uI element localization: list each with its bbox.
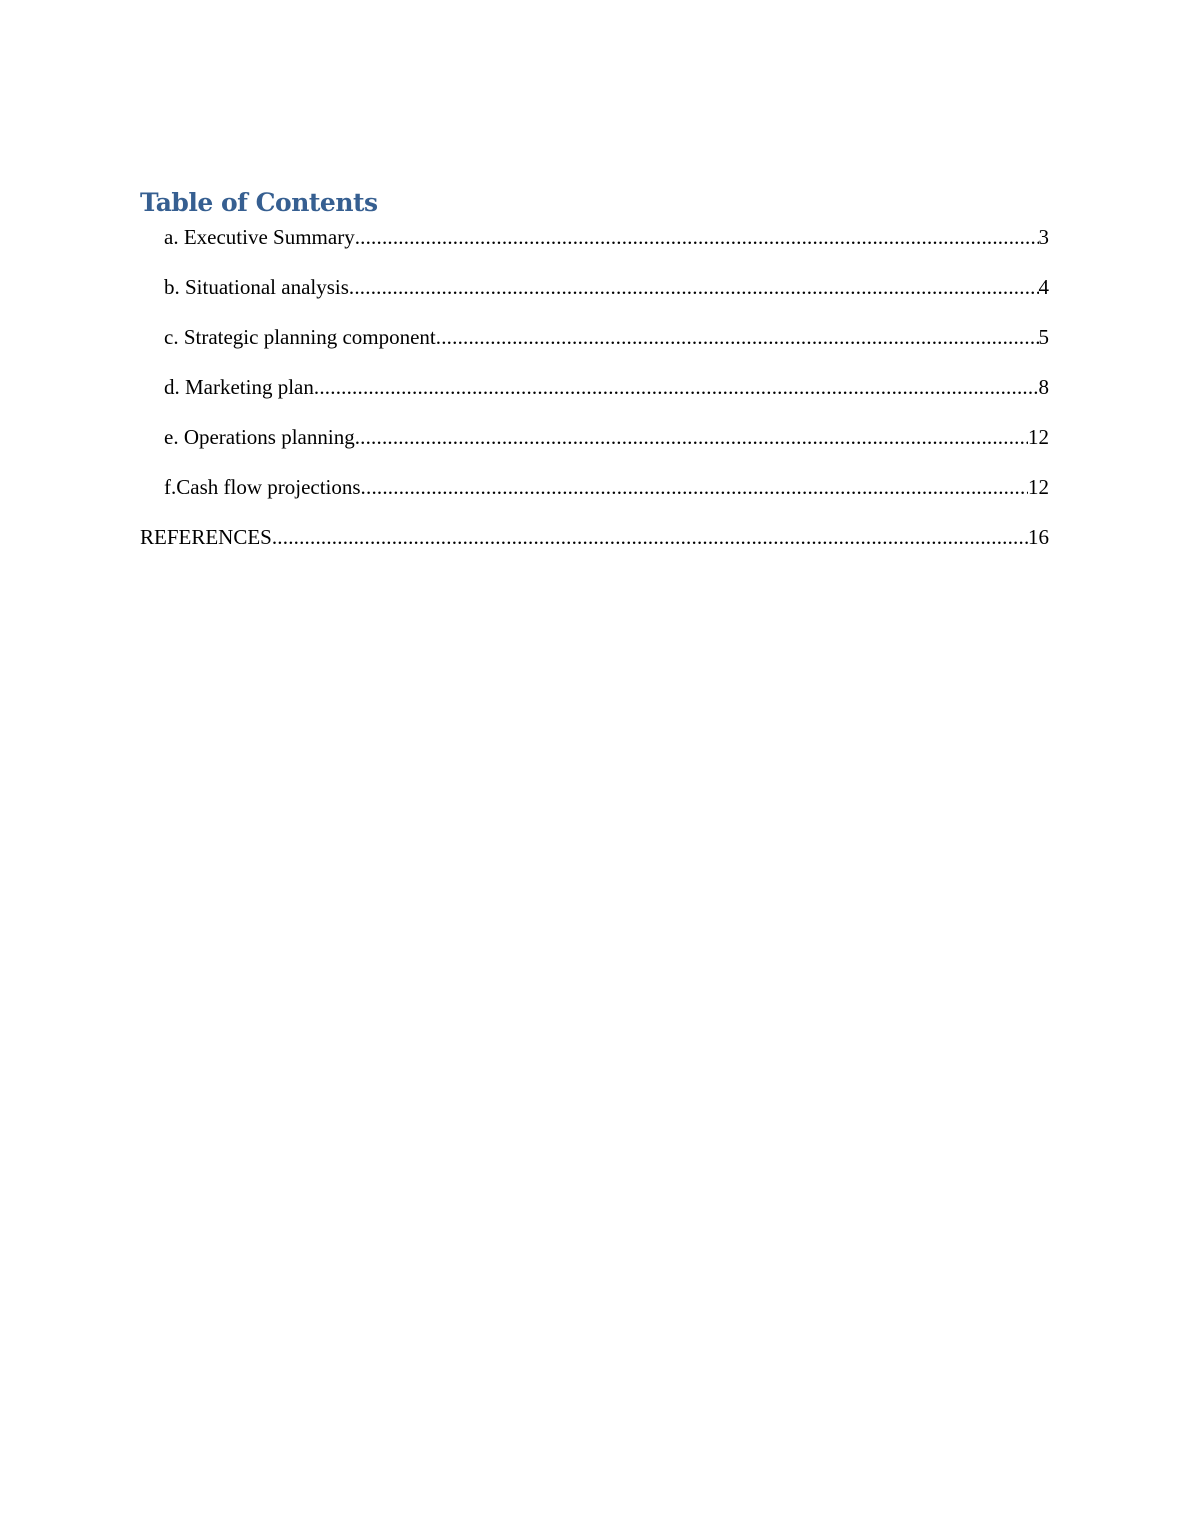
- toc-entry-situational-analysis[interactable]: [164, 272, 1049, 302]
- toc-entry-label: d. Marketing plan: [164, 375, 314, 399]
- toc-entry-page: 5: [1038, 325, 1049, 349]
- toc-entry-page: 12: [1028, 425, 1049, 449]
- toc-entry-strategic-planning[interactable]: [164, 322, 1049, 352]
- toc-entry-label: REFERENCES: [140, 525, 272, 549]
- toc-entry-label: b. Situational analysis: [164, 275, 349, 299]
- toc-dot-leader: [361, 472, 1028, 502]
- toc-entry-references[interactable]: [140, 522, 1049, 552]
- toc-title: Table of Contents: [140, 188, 378, 217]
- toc-entry-label: a. Executive Summary: [164, 225, 355, 249]
- toc-entry-page: 16: [1028, 525, 1049, 549]
- toc-entry-cash-flow-projections[interactable]: [164, 472, 1049, 502]
- toc-entry-page: 12: [1028, 475, 1049, 499]
- toc-entry-label: f.Cash flow projections: [164, 475, 361, 499]
- toc-entry-label: e. Operations planning: [164, 425, 355, 449]
- toc-dot-leader: [355, 422, 1028, 452]
- toc-dot-leader: [355, 222, 1039, 252]
- toc-entry-page: 4: [1038, 275, 1049, 299]
- toc-entry-marketing-plan[interactable]: [164, 372, 1049, 402]
- toc-dot-leader: [314, 372, 1039, 402]
- toc-entry-page: 8: [1038, 375, 1049, 399]
- toc-entry-label: c. Strategic planning component: [164, 325, 436, 349]
- toc-entry-operations-planning[interactable]: [164, 422, 1049, 452]
- toc-dot-leader: [272, 522, 1028, 552]
- toc-entry-executive-summary[interactable]: [164, 222, 1049, 252]
- toc-dot-leader: [349, 272, 1039, 302]
- toc-dot-leader: [436, 322, 1039, 352]
- toc-entry-page: 3: [1038, 225, 1049, 249]
